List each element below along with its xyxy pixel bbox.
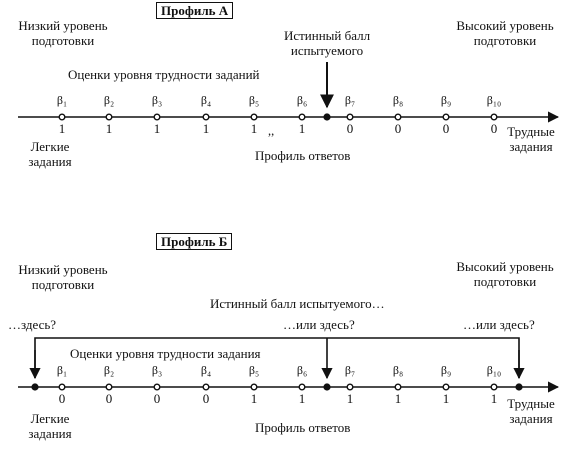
profile-a-response-value: 0 (442, 121, 450, 136)
profile-a-item-marker (347, 114, 353, 120)
profile-b-response-value: 0 (202, 391, 210, 406)
profile-a-item-marker (106, 114, 112, 120)
profile-b-easy-line1: Легкие (30, 411, 70, 426)
profile-b-item-marker (154, 384, 160, 390)
profile-b-beta-label: β₉ (440, 363, 452, 377)
profile-a-title: Профиль А (156, 2, 233, 19)
profile-b-response-value: 1 (490, 391, 498, 406)
profile-b-hard-label (496, 396, 566, 426)
profile-b-high-level-line2: подготовки (473, 274, 537, 289)
profile-b-item-marker (59, 384, 65, 390)
profile-a-beta-label: β₅ (248, 93, 260, 107)
profile-a-response-value: 0 (346, 121, 354, 136)
profile-a-gap-mark: ,, (268, 124, 275, 138)
profile-b-response-value: 0 (105, 391, 113, 406)
profile-b-right-point (515, 383, 522, 390)
profile-a-low-level (8, 18, 118, 48)
profile-b-item-marker (395, 384, 401, 390)
profile-b-response-value: 1 (394, 391, 402, 406)
profile-b-response-value: 1 (442, 391, 450, 406)
profile-a-difficulty-label: Оценки уровня трудности заданий (68, 67, 260, 82)
profile-a-low-level-line1: Низкий уровень (18, 18, 108, 33)
profile-a-profile-label: Профиль ответов (255, 148, 351, 163)
profile-a-beta-label: β₆ (296, 93, 308, 107)
profile-a-easy-line1: Легкие (30, 139, 70, 154)
profile-b-low-level (8, 262, 118, 292)
profile-b-here-mid: …или здесь? (283, 317, 355, 332)
profile-b-easy-label (20, 411, 80, 441)
profile-a-true-score-point (323, 113, 330, 120)
profile-b-title: Профиль Б (156, 233, 232, 250)
profile-b-item-marker (251, 384, 257, 390)
profile-a-response-value: 1 (153, 121, 161, 136)
profile-a-response-value: 1 (250, 121, 258, 136)
profile-b-true-score: Истинный балл испытуемого… (210, 296, 385, 311)
profile-b-beta-label: β₂ (103, 363, 115, 377)
profile-a-beta-label: β₈ (392, 93, 404, 107)
profile-a-item-marker (203, 114, 209, 120)
profile-b-item-marker (491, 384, 497, 390)
profile-a-response-value: 1 (298, 121, 306, 136)
profile-b-response-value: 0 (58, 391, 66, 406)
profile-b-here-left: …здесь? (8, 317, 57, 332)
profile-b-high-level-line1: Высокий уровень (456, 259, 554, 274)
profile-b-left-point (31, 383, 38, 390)
profile-b-beta-label: β₄ (200, 363, 212, 377)
profile-a-response-value: 1 (58, 121, 66, 136)
profile-a-true-score-line1: Истинный балл (283, 28, 371, 43)
profile-b-mid-point (323, 383, 330, 390)
profile-a-beta-label: β₁ (56, 93, 68, 107)
profile-a-beta-label: β₃ (151, 93, 163, 107)
profile-a-low-level-line2: подготовки (31, 33, 95, 48)
profile-a-response-value: 1 (105, 121, 113, 136)
profile-b-response-value: 1 (298, 391, 306, 406)
profile-b-profile-label: Профиль ответов (255, 420, 351, 435)
profile-b-response-value: 1 (250, 391, 258, 406)
profile-b-difficulty-label: Оценки уровня трудности задания (70, 346, 261, 361)
profile-b-hard-line2: задания (509, 411, 553, 426)
profile-a-hard-label (496, 124, 566, 154)
profile-b-response-value: 0 (153, 391, 161, 406)
profile-a-item-marker (395, 114, 401, 120)
profile-a-item-marker (59, 114, 65, 120)
profile-b-hard-line1: Трудные (507, 396, 555, 411)
profile-b-beta-label: β₈ (392, 363, 404, 377)
profile-b-item-marker (443, 384, 449, 390)
profile-a-item-marker (443, 114, 449, 120)
profile-b-low-level-line1: Низкий уровень (18, 262, 108, 277)
profile-a-response-value: 0 (394, 121, 402, 136)
profile-b-response-value: 1 (346, 391, 354, 406)
profile-a-beta-label: β₇ (344, 93, 356, 107)
profile-b-beta-label: β₁₀ (486, 363, 502, 377)
profile-b-item-marker (299, 384, 305, 390)
profile-b-beta-label: β₃ (151, 363, 163, 377)
profile-a-easy-line2: задания (28, 154, 72, 169)
profile-a-response-value: 1 (202, 121, 210, 136)
profile-b-high-level (440, 259, 570, 289)
profile-b-item-marker (106, 384, 112, 390)
profile-b-item-marker (347, 384, 353, 390)
profile-a-beta-label: β₄ (200, 93, 212, 107)
profile-a-beta-label: β₁₀ (486, 93, 502, 107)
profile-b-beta-label: β₁ (56, 363, 68, 377)
profile-b-item-marker (203, 384, 209, 390)
profile-a-item-marker (299, 114, 305, 120)
profile-a-item-marker (154, 114, 160, 120)
profile-a-response-value: 0 (490, 121, 498, 136)
profile-b-beta-label: β₅ (248, 363, 260, 377)
profile-b-beta-label: β₇ (344, 363, 356, 377)
profile-a-item-marker (491, 114, 497, 120)
profile-a-true-score-line2: испытуемого (290, 43, 364, 58)
profile-b-low-level-line2: подготовки (31, 277, 95, 292)
profile-a-high-level (440, 18, 570, 48)
profile-b-here-right: …или здесь? (463, 317, 535, 332)
profile-a-beta-label: β₉ (440, 93, 452, 107)
profile-a-hard-line1: Трудные (507, 124, 555, 139)
profile-a-easy-label (20, 139, 80, 169)
profile-a-hard-line2: задания (509, 139, 553, 154)
profile-a-item-marker (251, 114, 257, 120)
profile-b-beta-label: β₆ (296, 363, 308, 377)
profile-a-beta-label: β₂ (103, 93, 115, 107)
profile-a-high-level-line1: Высокий уровень (456, 18, 554, 33)
profile-a-high-level-line2: подготовки (473, 33, 537, 48)
profile-b-easy-line2: задания (28, 426, 72, 441)
profile-a-true-score (262, 28, 392, 58)
